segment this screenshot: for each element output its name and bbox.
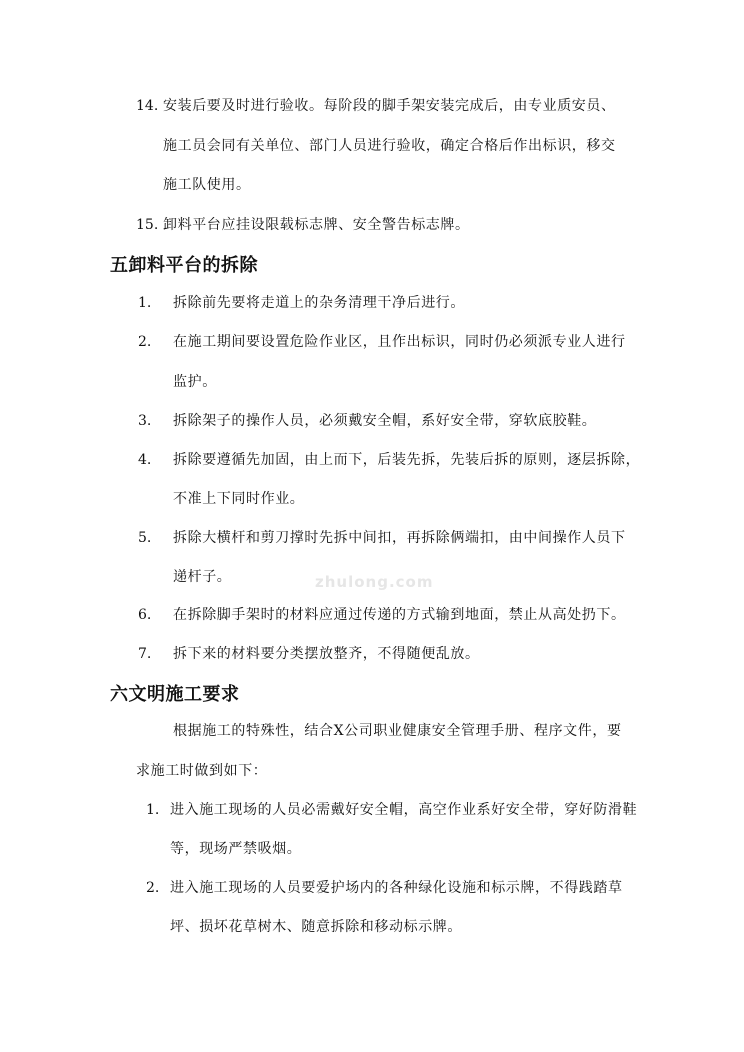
list-item-text-cont: 递杆子。 — [173, 569, 232, 585]
list-item-number: 6. — [138, 607, 152, 623]
list-item-number: 2. — [138, 334, 152, 350]
item-15-number: 15. — [136, 217, 159, 233]
item-14-line-3: 施工队使用。 — [163, 177, 251, 193]
list-item-text: 拆除要遵循先加固，由上而下，后装先拆，先装后拆的原则，逐层拆除， — [173, 452, 641, 468]
list-item-text: 进入施工现场的人员要爱护场内的各种绿化设施和标示牌，不得践踏草 — [170, 880, 623, 896]
intro-line-2: 求施工时做到如下： — [136, 763, 268, 779]
list-item-text: 拆除大横杆和剪刀撑时先拆中间扣，再拆除俩端扣，由中间操作人员下 — [173, 530, 626, 546]
watermark: zhulong.com — [315, 573, 434, 591]
list-item-text: 在施工期间要设置危险作业区，且作出标识，同时仍必须派专业人进行 — [173, 334, 626, 350]
list-item-number: 3. — [138, 413, 152, 429]
list-item-number: 1. — [138, 295, 152, 311]
item-14-number: 14. — [136, 98, 159, 114]
list-item-text: 拆除架子的操作人员，必须戴安全帽，系好安全带，穿软底胶鞋。 — [173, 413, 597, 429]
section-5-title: 五卸料平台的拆除 — [110, 255, 258, 276]
list-item-number: 4. — [138, 452, 152, 468]
list-item-text-cont: 坪、损坏花草树木、随意拆除和移动标示牌。 — [170, 919, 462, 935]
list-item-number: 2. — [146, 880, 160, 896]
list-item-text: 进入施工现场的人员必需戴好安全帽，高空作业系好安全带，穿好防滑鞋 — [170, 802, 638, 818]
list-item-text: 拆除前先要将走道上的杂务清理干净后进行。 — [173, 295, 465, 311]
list-item-text-cont: 不准上下同时作业。 — [173, 491, 305, 507]
section-6-title: 六文明施工要求 — [110, 684, 240, 705]
list-item-text-cont: 监护。 — [173, 374, 217, 390]
list-item-text: 在拆除脚手架时的材料应通过传递的方式输到地面，禁止从高处扔下。 — [173, 607, 626, 623]
list-item-text-cont: 等，现场严禁吸烟。 — [170, 841, 302, 857]
item-15-line-1: 卸料平台应挂设限载标志牌、安全警告标志牌。 — [163, 217, 470, 233]
list-item-text: 拆下来的材料要分类摆放整齐，不得随便乱放。 — [173, 646, 480, 662]
list-item-number: 5. — [138, 530, 152, 546]
item-14-line-1: 安装后要及时进行验收。每阶段的脚手架安装完成后，由专业质安员、 — [163, 98, 616, 114]
intro-line-1: 根据施工的特殊性，结合X公司职业健康安全管理手册、程序文件，要 — [173, 723, 622, 739]
item-14-line-2: 施工员会同有关单位、部门人员进行验收，确定合格后作出标识，移交 — [163, 138, 616, 154]
list-item-number: 7. — [138, 646, 152, 662]
list-item-number: 1. — [146, 802, 160, 818]
